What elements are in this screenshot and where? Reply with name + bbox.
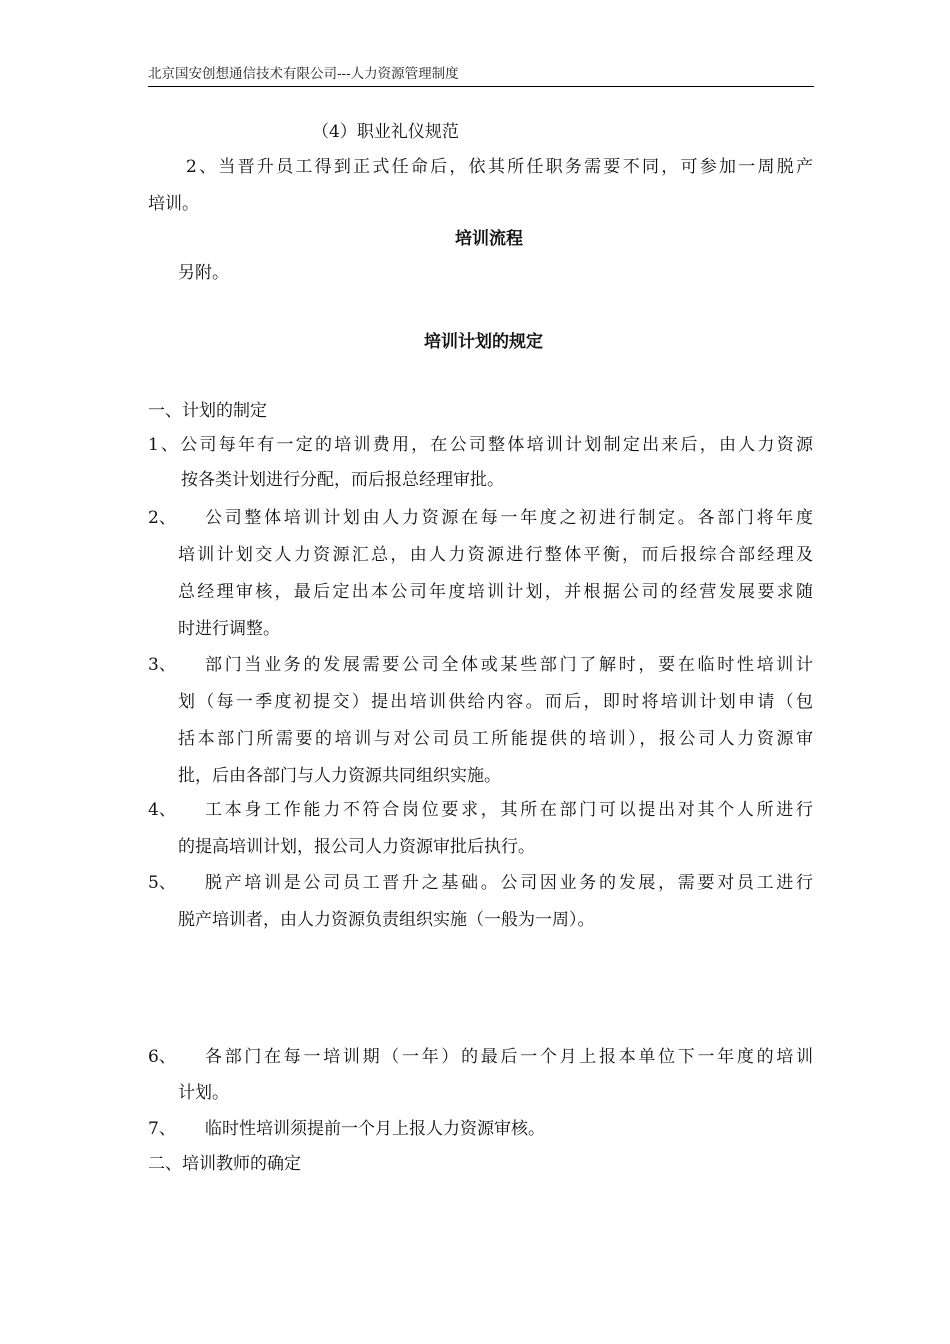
list-item-2-line-1: 公司整体培训计划由人力资源在每一年度之初进行制定。各部门将年度	[205, 508, 813, 528]
list-item-1-line-2: 按各类计划进行分配，而后报总经理审批。	[181, 470, 504, 490]
list-item-2-line-3: 总经理审核，最后定出本公司年度培训计划，并根据公司的经营发展要求随	[178, 582, 813, 602]
list-item-5-line-1: 脱产培训是公司员工晋升之基础。公司因业务的发展，需要对员工进行	[205, 873, 813, 893]
list-item-6-line-2: 计划。	[178, 1083, 229, 1103]
list-item-5-number: 5、	[148, 873, 176, 893]
page-header: 北京国安创想通信技术有限公司---人力资源管理制度	[148, 66, 814, 87]
list-item-2-line-4: 时进行调整。	[178, 619, 280, 639]
list-item-3-line-4: 批，后由各部门与人力资源共同组织实施。	[178, 766, 501, 786]
list-item-1-line-1: 1、公司每年有一定的培训费用，在公司整体培训计划制定出来后，由人力资源	[148, 435, 813, 455]
section-heading-plan-making: 一、计划的制定	[148, 401, 267, 421]
list-item-2-number: 2、	[148, 508, 176, 528]
list-item-4-number: 4、	[148, 800, 176, 820]
list-item-7-number: 7、	[148, 1119, 176, 1139]
training-plan-heading: 培训计划的规定	[424, 332, 543, 352]
list-item-6-number: 6、	[148, 1047, 176, 1067]
list-item-4-line-1: 工本身工作能力不符合岗位要求，其所在部门可以提出对其个人所进行	[205, 800, 813, 820]
promotion-paragraph-line-1: 2、当晋升员工得到正式任命后，依其所任职务需要不同，可参加一周脱产	[186, 157, 813, 177]
list-item-3-number: 3、	[148, 655, 176, 675]
list-item-3-line-3: 括本部门所需要的培训与对公司员工所能提供的培训），报公司人力资源审	[178, 729, 813, 749]
list-item-3-line-1: 部门当业务的发展需要公司全体或某些部门了解时，要在临时性培训计	[205, 655, 813, 675]
training-flow-heading: 培训流程	[455, 229, 523, 249]
list-item-4-line-2: 的提高培训计划，报公司人力资源审批后执行。	[178, 837, 535, 857]
list-item-7-line-1: 临时性培训须提前一个月上报人力资源审核。	[205, 1119, 545, 1139]
sub-item-etiquette: （4）职业礼仪规范	[312, 122, 459, 142]
list-item-6-line-1: 各部门在每一培训期（一年）的最后一个月上报本单位下一年度的培训	[205, 1047, 813, 1067]
list-item-3-line-2: 划（每一季度初提交）提出培训供给内容。而后，即时将培训计划申请（包	[178, 692, 813, 712]
section-heading-trainer: 二、培训教师的确定	[148, 1154, 301, 1174]
list-item-2-line-2: 培训计划交人力资源汇总，由人力资源进行整体平衡，而后报综合部经理及	[178, 545, 813, 565]
training-flow-body: 另附。	[178, 263, 229, 283]
promotion-paragraph-line-2: 培训。	[148, 194, 199, 214]
list-item-5-line-2: 脱产培训者，由人力资源负责组织实施（一般为一周）。	[178, 910, 595, 930]
